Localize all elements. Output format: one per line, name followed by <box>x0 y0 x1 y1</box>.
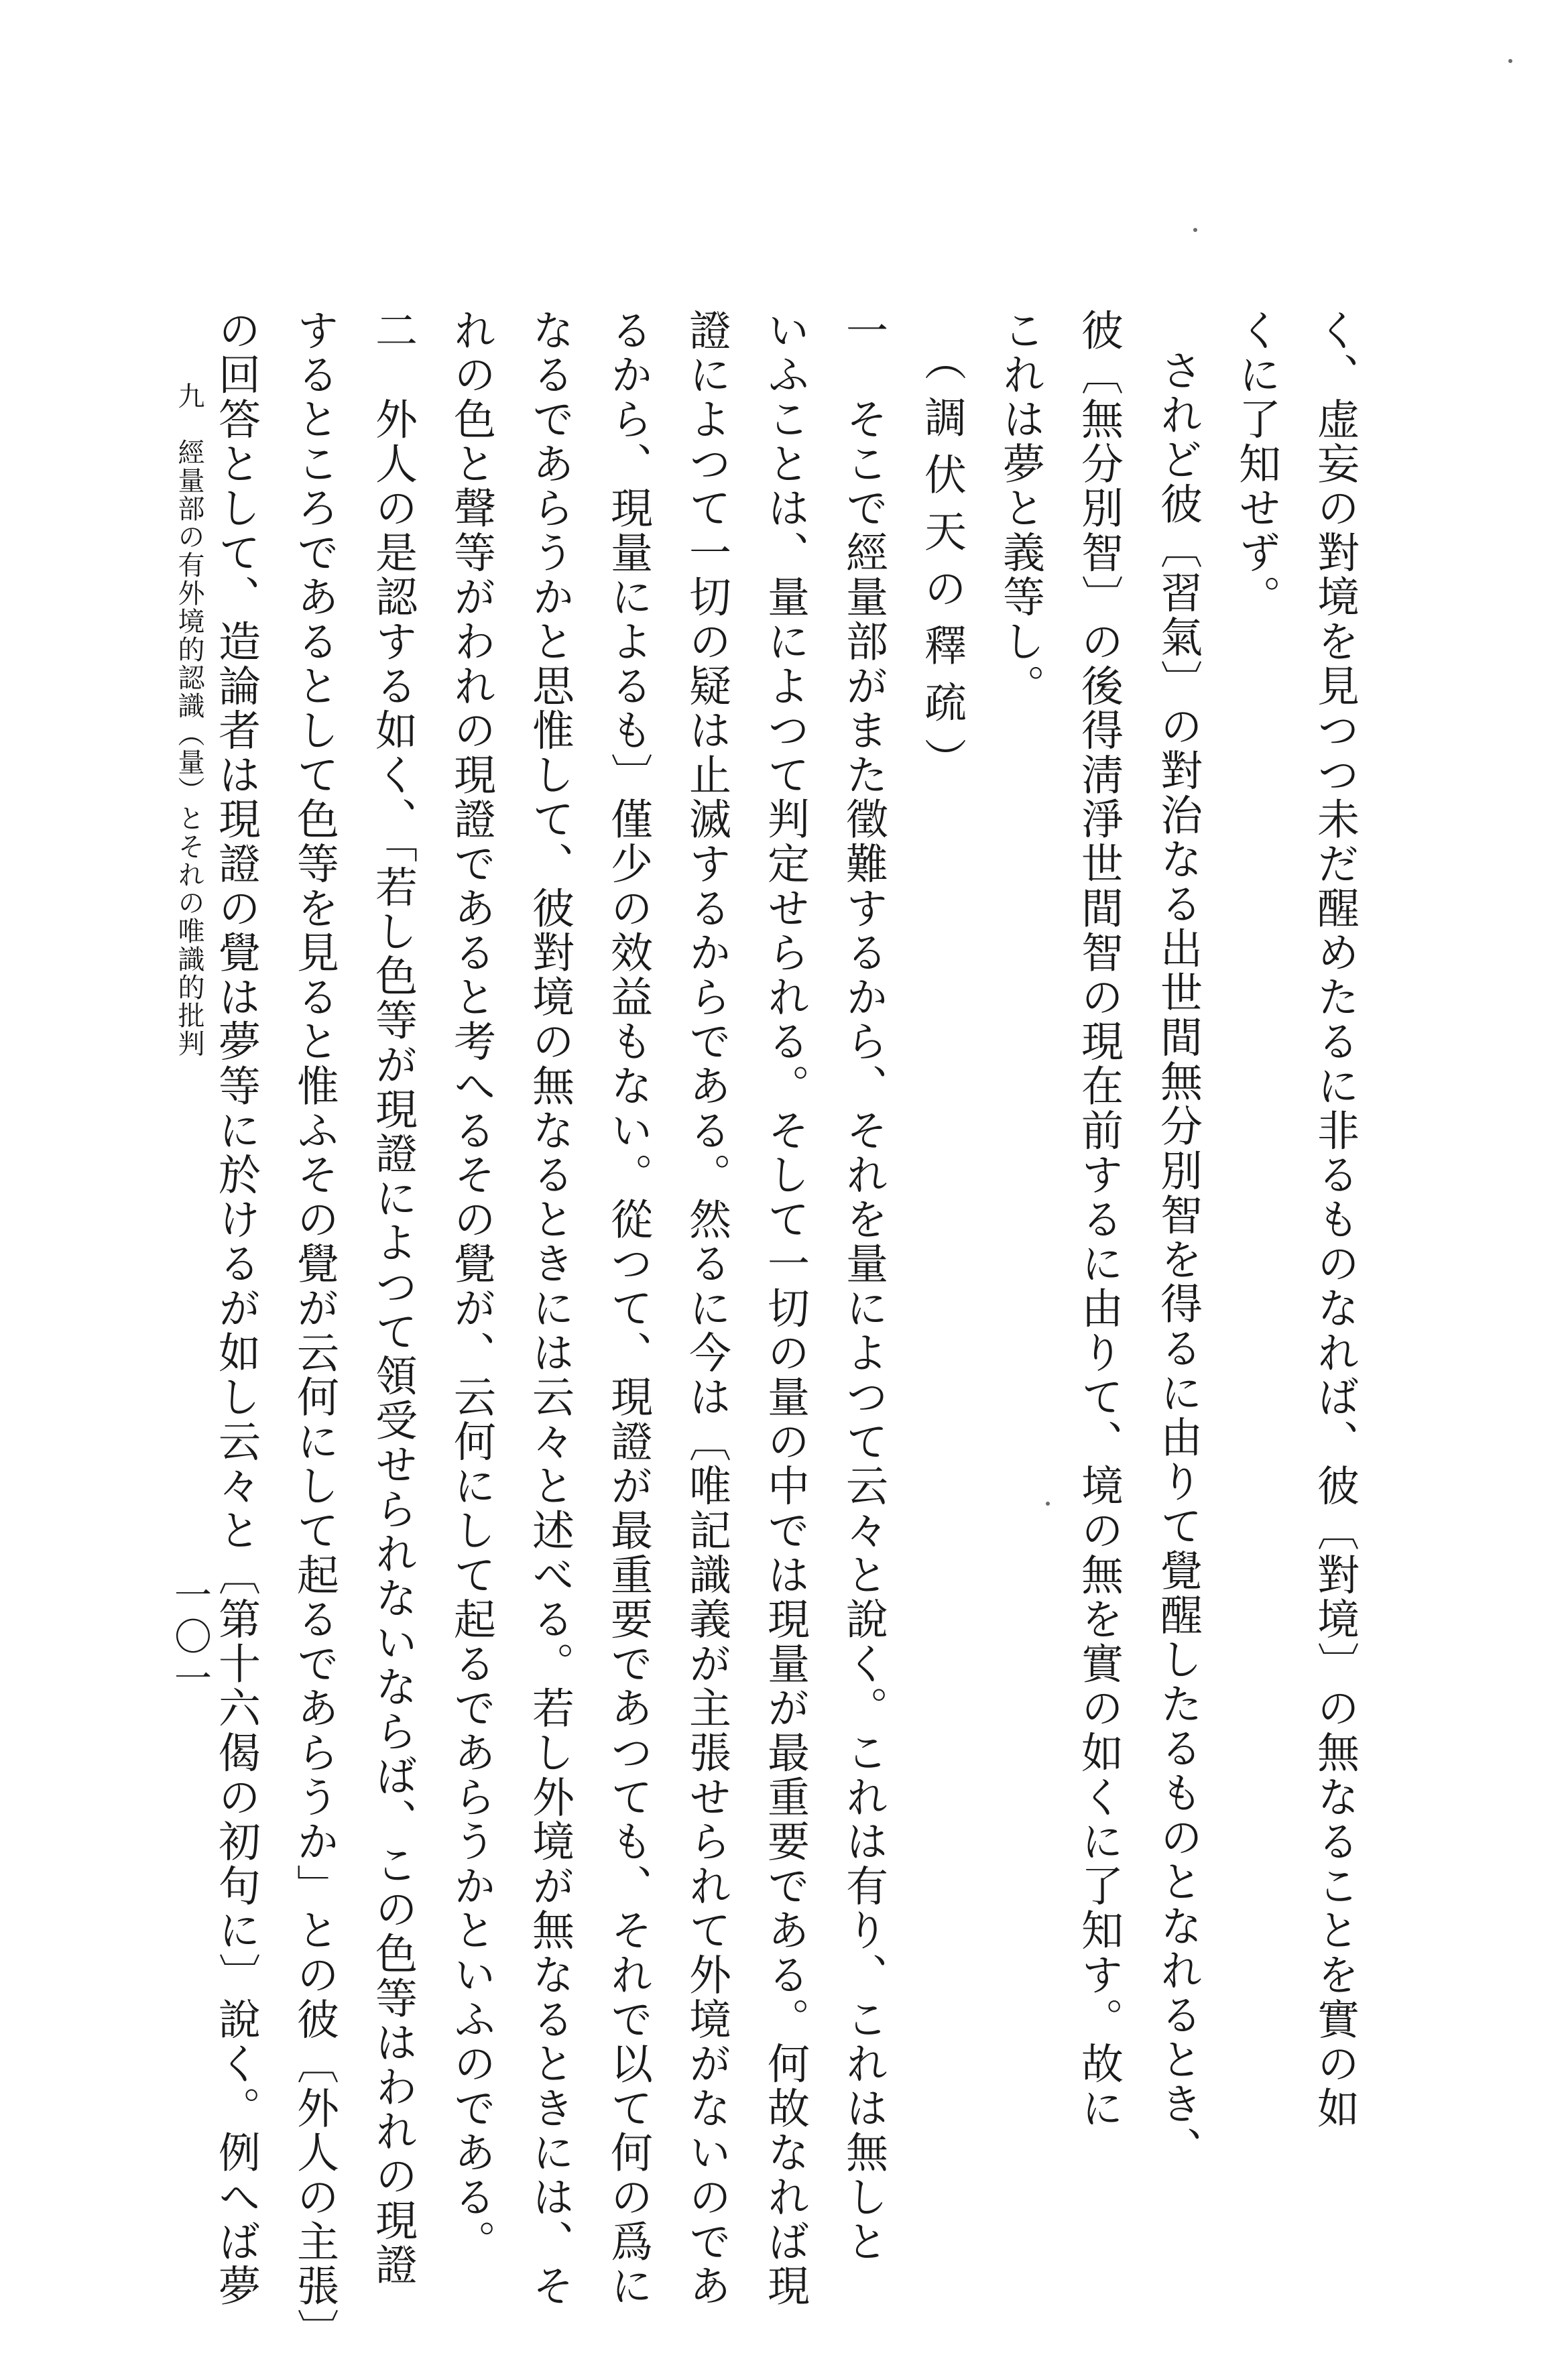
scan-speck <box>1508 59 1512 63</box>
section-heading: （調伏天の釋疏） <box>918 339 967 794</box>
text-line: くに了知せず。 <box>1232 308 1281 620</box>
text-line: なるであらうかと思惟して、彼對境の無なるときには云々と述べる。若し外境が無なるときには、そ <box>526 308 575 2309</box>
text-line: いふことは、量によつて判定せられる。そして一切の量の中では現量が最重要である。何故なれば現 <box>761 308 810 2309</box>
text-line: 二 外人の是認する如く、「若し色等が現證によつて領受せられないならば、この色等はわれの現證 <box>369 308 418 2287</box>
text-line: れの色と聲等がわれの現證であると考へるその覺が、云何にして起るであらうかといふのである。 <box>447 308 496 2265</box>
text-line: 一 そこで經量部がまた徵難するから、それを量によつて云々と說く。これは有り、これは無しと <box>839 308 888 2265</box>
text-line: されど彼〔習氣〕の對治なる出世間無分別智を得るに由りて覺醒したるものとなれるとき、 <box>1154 349 1203 2171</box>
text-line: するところであるとして色等を見ると惟ふその覺が云何にして起るであらうか」との彼〔外人の主張〕 <box>290 308 339 2353</box>
text-line: 證によつて一切の疑は止滅するからである。然るに今は〔唯記識義が主張せられて外境がないのであ <box>682 308 731 2309</box>
running-head: 九 經量部の有外境的認識（量）とそれの唯識的批判 <box>174 382 204 1058</box>
page-number: 一〇一 <box>168 1575 212 1700</box>
text-line: これは夢と義等し。 <box>996 308 1045 709</box>
text-line: く、虚妄の對境を見つつ未だ醒めたるに非るものなれば、彼〔對境〕の無なることを實の如 <box>1311 308 1360 2131</box>
text-line: の回答として、造論者は現證の覺は夢等に於けるが如し云々と〔第十六偈の初句に〕說く。例へば夢 <box>212 308 261 2309</box>
text-line: 彼〔無分別智〕の後得淸淨世間智の現在前するに由りて、境の無を實の如くに了知す。故に <box>1075 308 1124 2131</box>
scan-speck <box>1046 1502 1050 1506</box>
scan-speck <box>1193 228 1197 232</box>
text-line: るから、現量によるも〕僅少の效益もない。從つて、現證が最重要であつても、それで以て何の爲に <box>604 308 653 2309</box>
